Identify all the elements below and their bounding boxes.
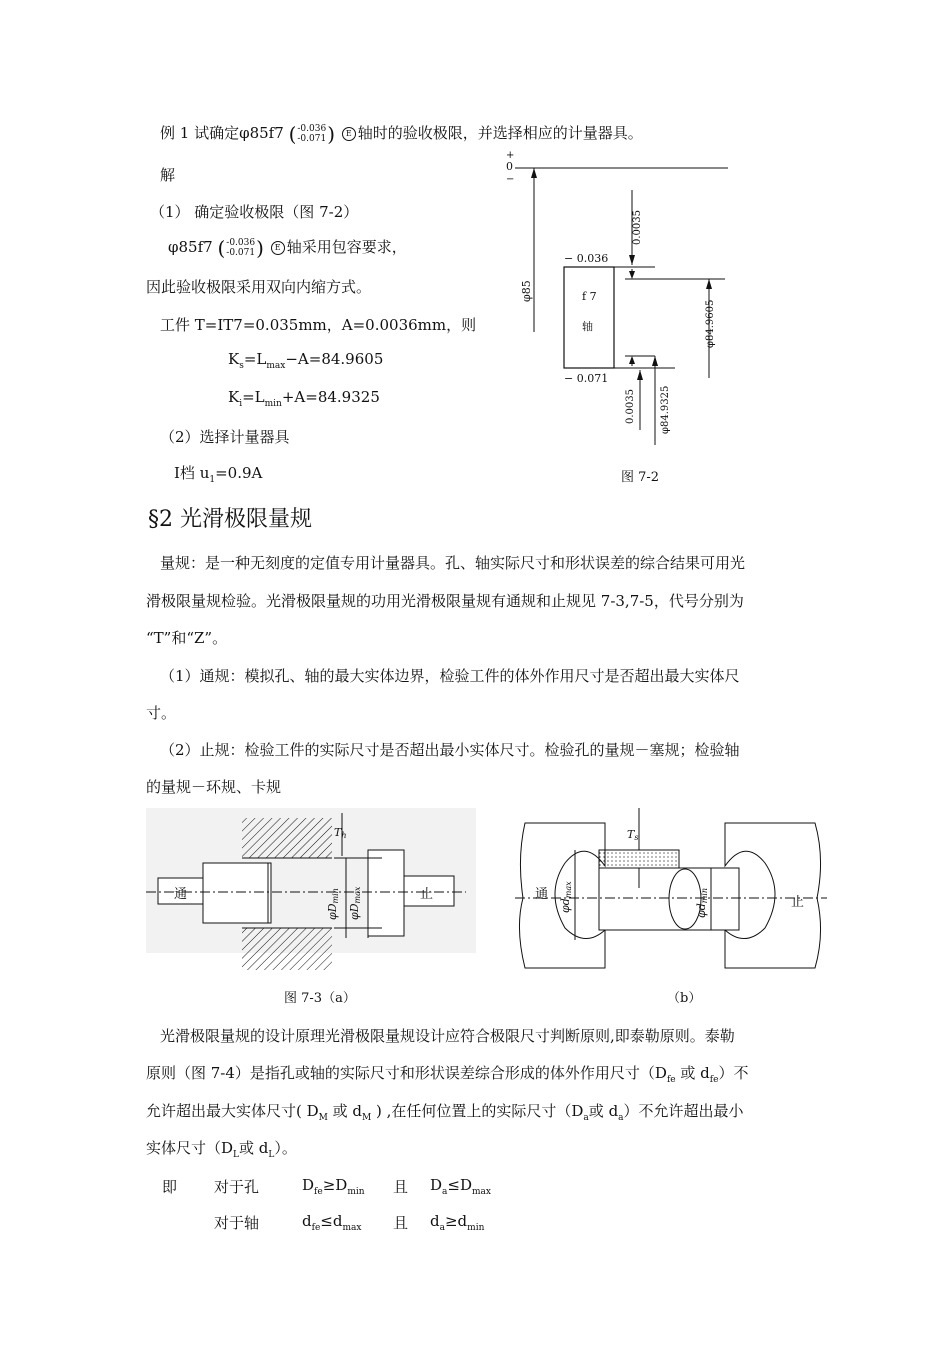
shaft-c2-sub: a — [439, 1223, 445, 1233]
arrow-up-icon-4 — [652, 356, 658, 366]
ki-eq: =L — [242, 388, 265, 406]
tolerance: ( -0.036 -0.071 ) — [288, 122, 335, 146]
hole-c2-sub: a — [442, 1187, 448, 1197]
taylor-line4 — [146, 1137, 297, 1160]
para2-line2: 寸。 — [146, 704, 177, 722]
hole-cond2 — [430, 1176, 491, 1197]
hole-c1-op: ≥D — [322, 1176, 348, 1194]
section-heading: §2 光滑极限量规 — [148, 507, 312, 532]
arrow-small-icon — [629, 271, 635, 279]
go-label-a: 通 — [174, 887, 188, 902]
para2-line1: （1）通规：模拟孔、轴的最大实体边界，检验工件的体外作用尺寸是否超出最大实体尺 — [160, 667, 740, 685]
hole-cond1 — [302, 1176, 365, 1197]
fig73a-caption: 图 7-3（a） — [284, 991, 356, 1006]
ji-label: 即 — [162, 1178, 178, 1196]
dim-phi85: φ85 — [520, 280, 533, 302]
box-line2: 轴 — [582, 320, 593, 333]
shaft-c2-op: ≥d — [444, 1212, 468, 1230]
example-prefix: 例 1 试确定 — [160, 124, 240, 142]
box-line1: f 7 — [582, 290, 597, 303]
go-ring-gauge — [519, 823, 605, 968]
lower-deviation: − 0.071 — [564, 372, 609, 385]
tol-lower: -0.071 — [297, 134, 327, 144]
upper-deviation: − 0.036 — [564, 252, 609, 265]
tol-lower-2: -0.071 — [226, 248, 256, 258]
go-label-b: 通 — [535, 887, 549, 902]
taylor-l2-sub2: fe — [709, 1075, 719, 1085]
example-suffix: 轴时的验收极限，并选择相应的计量器具。 — [357, 124, 643, 142]
dim-ki: φ84.9325 — [660, 385, 671, 434]
ks-val: −A=84.9605 — [285, 350, 384, 368]
tolerance-2: ( -0.036 -0.071 ) — [217, 236, 264, 260]
tol-upper-2: -0.036 — [226, 238, 256, 248]
para1-line3: “T”和“Z”。 — [146, 629, 228, 647]
dmax-low-label: φdmax — [559, 881, 573, 913]
para1-line1: 量规：是一种无刻度的定值专用计量器具。孔、轴实际尺寸和形状误差的综合结果可用光 — [160, 554, 746, 572]
arrow-down-icon — [629, 255, 635, 265]
ks-formula — [228, 350, 383, 371]
hole-c1: D — [302, 1176, 315, 1194]
taylor-l2-sub1: fe — [666, 1075, 676, 1085]
taylor-l3-b: 或 d — [327, 1102, 363, 1120]
ks-k: K — [228, 350, 240, 368]
nogo-plug — [368, 850, 404, 936]
taylor-l3-a: 允许超出最大实体尺寸( D — [146, 1102, 319, 1120]
taylor-l4-c: ）。 — [274, 1139, 297, 1157]
shaft-c1-sub2: max — [342, 1223, 362, 1233]
ki-sub2: min — [264, 399, 282, 409]
th-label: Th — [334, 826, 347, 840]
ki-k: K — [228, 388, 240, 406]
ki-formula — [228, 388, 380, 409]
spec-line — [168, 236, 407, 258]
ki-sub: i — [239, 399, 243, 409]
step2: （2）选择计量器具 — [160, 428, 290, 446]
taylor-line1: 光滑极限量规的设计原理光滑极限量规设计应符合极限尺寸判断原则,即泰勒原则。泰勒 — [160, 1027, 735, 1045]
dmax-cap-label: φDmax — [348, 886, 362, 920]
workpiece-bottom — [242, 928, 332, 970]
figure-7-3b — [515, 808, 827, 973]
nogo-label-a: 止 — [420, 887, 434, 902]
taylor-l3-sub3: a — [583, 1113, 589, 1123]
gear-prefix: Ⅰ档 u — [174, 464, 210, 482]
step1: （1） 确定验收极限（图 7-2） — [150, 203, 359, 221]
nogo-label-b: 止 — [791, 895, 805, 910]
shaft-cond2 — [430, 1212, 484, 1233]
shaft-cond1 — [302, 1212, 361, 1233]
taylor-line2 — [146, 1062, 748, 1085]
fig72-caption: 图 7-2 — [621, 470, 660, 485]
example-title — [160, 122, 643, 144]
para3-line1: （2）止规：检验工件的实际尺寸是否超出最小实体尺寸。检验孔的量规－塞规；检验轴 — [160, 741, 740, 759]
and-2: 且 — [393, 1214, 409, 1232]
ks-eq: =L — [243, 350, 267, 368]
gear-sub: 1 — [209, 475, 216, 485]
ks-sub2: max — [266, 361, 286, 371]
taylor-l3-e: ）不允许超出最小 — [623, 1102, 744, 1120]
spec-text: φ85f7 — [168, 238, 213, 256]
tol-upper: -0.036 — [297, 124, 327, 134]
spec-line-suffix: 轴采用包容要求， — [286, 238, 407, 256]
taylor-l3-d: 或 d — [588, 1102, 619, 1120]
gear-val: =0.9A — [215, 464, 263, 482]
shaft-c2: d — [430, 1212, 440, 1230]
go-plug — [203, 863, 271, 923]
shaft-c1-sub: fe — [311, 1223, 321, 1233]
para1-line2: 滑极限量规检验。光滑极限量规的功用光滑极限量规有通规和止规见 7-3,7-5，代号分别为 — [146, 592, 744, 610]
shaft-c1: d — [302, 1212, 312, 1230]
taylor-l3-sub4: a — [618, 1113, 624, 1123]
figure-7-3a — [146, 808, 476, 970]
arrow-small-icon-2 — [629, 356, 635, 364]
arrow-up-icon — [531, 168, 537, 178]
workpiece-top — [242, 818, 332, 858]
dim-ks: φ84.9605 — [705, 299, 716, 348]
shaft-c2-sub2: min — [467, 1223, 485, 1233]
taylor-l4-sub1: L — [233, 1150, 240, 1160]
hole-c2-sub2: max — [472, 1187, 491, 1197]
dim-0035-top: 0.0035 — [632, 210, 643, 245]
taylor-line3 — [146, 1100, 744, 1123]
shaft-c1-op: ≤d — [320, 1212, 343, 1230]
f7-shaft-box — [564, 267, 614, 368]
tolerance-zone — [599, 850, 679, 868]
solution-label: 解 — [160, 166, 176, 184]
fig73b-caption: （b） — [667, 991, 702, 1006]
hole-label: 对于孔 — [214, 1178, 260, 1196]
therefore-line: 因此验收极限采用双向内缩方式。 — [146, 278, 372, 296]
envelope-symbol-2: E — [271, 241, 285, 255]
hole-c2: D — [430, 1176, 443, 1194]
taylor-l2-mid: 或 d — [675, 1064, 710, 1082]
zero-label: 0 — [506, 160, 513, 173]
para3-line2: 的量规－环规、卡规 — [146, 778, 282, 796]
figure-7-2 — [500, 150, 740, 450]
workpiece-line: 工件 T=IT7=0.035mm，A=0.0036mm，则 — [160, 316, 477, 334]
gear-line — [174, 462, 262, 485]
dmin-cap-label: φDmin — [326, 888, 340, 920]
hole-c2-op: ≤D — [447, 1176, 473, 1194]
hole-c1-sub: fe — [314, 1187, 323, 1197]
taylor-l4-sub2: L — [268, 1150, 275, 1160]
taylor-l2-end: ）不 — [718, 1064, 749, 1082]
taylor-l4-b: 或 d — [239, 1139, 269, 1157]
arrow-up-icon-2 — [706, 279, 712, 289]
example-spec: φ85f7 — [239, 124, 284, 142]
taylor-l3-c: ) ,在任何位置上的实际尺寸（D — [371, 1102, 584, 1120]
ks-sub: s — [239, 361, 244, 371]
taylor-l3-sub1: M — [318, 1113, 328, 1123]
zero-plus: + — [506, 150, 515, 161]
taylor-l3-sub2: M — [362, 1113, 372, 1123]
and-1: 且 — [393, 1178, 409, 1196]
taylor-l2-text: 原则（图 7-4）是指孔或轴的实际尺寸和形状误差综合形成的体外作用尺寸（D — [146, 1064, 667, 1082]
hole-c1-sub2: min — [347, 1187, 365, 1197]
arrow-up-icon-3 — [637, 370, 643, 380]
envelope-symbol: E — [342, 127, 356, 141]
dmin-low-label: φdmin — [695, 887, 709, 918]
zero-minus: − — [506, 174, 515, 185]
taylor-l4-a: 实体尺寸（D — [146, 1139, 234, 1157]
shaft-label: 对于轴 — [214, 1214, 260, 1232]
dim-0035-bottom: 0.0035 — [625, 389, 636, 424]
ki-val: +A=84.9325 — [281, 388, 380, 406]
ts-label: Ts — [627, 828, 639, 842]
